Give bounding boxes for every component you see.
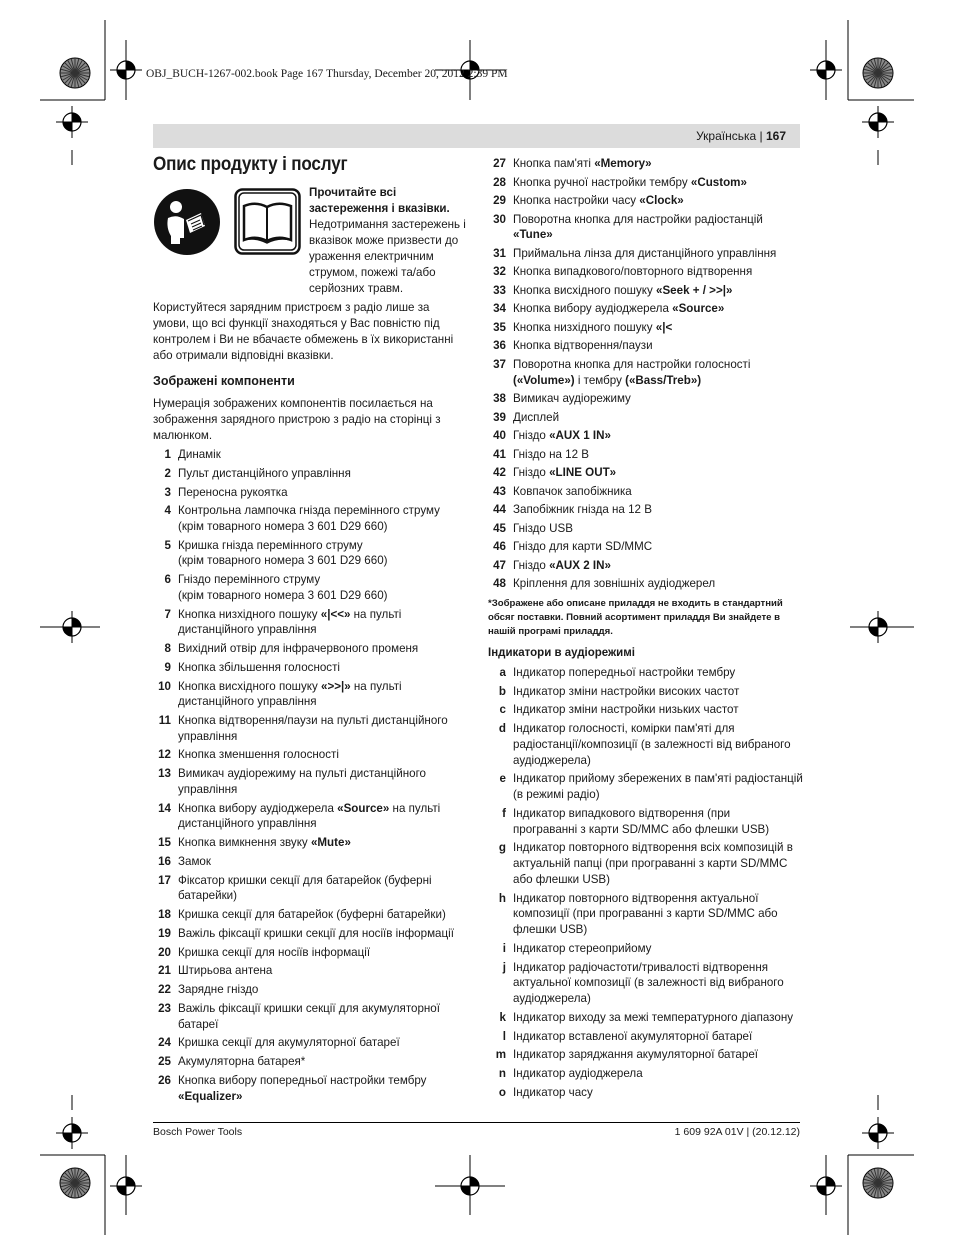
footer-doc-number: 1 609 92A 01V | (20.12.12) [674, 1126, 800, 1138]
item-text: Запобіжник гнізда на 12 В [513, 503, 652, 517]
item-number: 42 [493, 466, 506, 480]
item-number: 32 [493, 265, 506, 279]
print-header: OBJ_BUCH-1267-002.book Page 167 Thursday, December 20, 2012 2:39 PM [146, 68, 508, 80]
item-text: Кнопка збільшення голосності [178, 660, 340, 674]
item-text: Кнопка вимкнення звуку «Mute» [178, 836, 351, 850]
item-text: Важіль фіксації кришки секції для носіїв інформації [178, 926, 454, 940]
item-number: 41 [493, 447, 506, 461]
item-number: 6 [164, 573, 171, 587]
item-text: Гніздо USB [513, 521, 573, 535]
language-page-label: Українська | 167 [696, 129, 786, 143]
item-text: Поворотна кнопка для настройки радіостанцій «Tune» [513, 212, 763, 242]
item-number: 23 [158, 1001, 171, 1015]
item-number: 17 [158, 873, 171, 887]
language-label: Українська [696, 129, 757, 143]
item-number: 26 [158, 1073, 171, 1087]
item-number: 5 [164, 538, 171, 552]
item-text: Кнопка вибору аудіоджерела «Source» [513, 302, 725, 316]
item-text: Кріплення для зовнішніх аудіоджерел [513, 577, 716, 591]
item-text: Гніздо перемінного струму (крім товарного номера 3 601 D29 660) [178, 573, 388, 602]
item-number: 11 [158, 714, 171, 727]
item-text: Гніздо для карти SD/MMC [513, 540, 653, 554]
item-text: Індикатор повторного відтворення всіх композицій в актуальній папці (при програванні з карти SD/MMC або флешки USB) [513, 841, 793, 886]
item-number: 30 [493, 212, 506, 226]
item-number: d [498, 722, 506, 736]
item-number: 34 [493, 302, 506, 316]
item-text: Кнопка пам'яті «Memory» [513, 157, 652, 170]
item-text: Індикатор зміни настройки високих частот [513, 684, 740, 698]
item-text: Вимикач аудіорежиму на пульті дистанційного управління [178, 767, 427, 796]
item-text: Кнопка висхідного пошуку «Seek + / >>|» [513, 283, 733, 297]
item-text: Кришка секції для носіїв інформації [178, 945, 371, 959]
item-text: Переносна рукоятка [178, 485, 288, 499]
item-number: 44 [493, 503, 506, 517]
item-text: Кнопка низхідного пошуку «|<<» на пульті дистанційного управління [178, 607, 402, 637]
item-text: Замок [178, 854, 211, 868]
item-text: Кнопка ручної настройки тембру «Custom» [513, 175, 747, 189]
item-text: Дисплей [513, 410, 560, 424]
page-title: Опис продукту і послуг [153, 154, 348, 175]
item-number: 8 [164, 642, 171, 656]
item-number: l [502, 1029, 506, 1043]
item-text: Індикатор радіочастоти/тривалості відтворення актуальної композиції (в залежності від вибраного аудіоджерела) [513, 960, 784, 1006]
item-number: 16 [158, 854, 171, 868]
item-number: 47 [493, 558, 506, 572]
accessory-note: *Зображене або описане приладдя не входить в стандартний обсяг поставки. Повний асортимент приладдя Ви знайдете в нашій програмі приладдя. [488, 598, 783, 637]
item-number: 46 [493, 540, 506, 554]
item-text: Кнопка відтворення/паузи на пульті дистанційного управління [178, 714, 448, 743]
item-number: 43 [493, 484, 506, 498]
item-text: Вимикач аудіорежиму [513, 392, 631, 406]
item-text: Гніздо «AUX 2 IN» [513, 558, 611, 572]
item-text: Індикатор попередньої настройки тембру [513, 666, 736, 679]
page-number: 167 [765, 129, 786, 143]
item-text: Кнопка відтворення/паузи [513, 339, 653, 353]
item-text: Динамік [178, 448, 221, 461]
item-number: f [502, 806, 506, 820]
item-number: n [498, 1067, 506, 1081]
item-number: j [502, 960, 506, 974]
item-number: 48 [493, 577, 506, 591]
item-number: c [499, 703, 506, 717]
item-number: 3 [164, 485, 171, 499]
item-number: 20 [158, 945, 171, 959]
item-text: Індикатор аудіоджерела [513, 1067, 643, 1081]
item-text: Пульт дистанційного управління [178, 466, 351, 480]
item-text: Гніздо на 12 В [513, 447, 590, 461]
item-number: 22 [158, 983, 171, 997]
indicators-heading: Індикатори в аудіорежимі [488, 647, 635, 659]
item-text: Індикатор вставленої акумуляторної батареї [513, 1029, 753, 1043]
item-number: 1 [164, 448, 171, 461]
item-text: Індикатор стереоприйому [513, 942, 652, 955]
item-number: 10 [158, 679, 171, 693]
warning-text [309, 185, 469, 297]
item-text: Кнопка вибору попередньої настройки тембру «Equalizer» [178, 1073, 427, 1103]
item-text: Гніздо «LINE OUT» [513, 466, 617, 480]
open-book-icon [234, 188, 301, 255]
item-number: 19 [158, 926, 171, 940]
item-number: 2 [164, 466, 171, 480]
warning-bold: Прочитайте всі застереження і вказівки. [309, 186, 450, 215]
item-number: 25 [158, 1055, 171, 1068]
item-number: 4 [164, 504, 171, 518]
warning-body: Недотримання застережень і вказівок може призвести до ураження електричним струмом, пожежі та/або серйозних травм. [309, 218, 466, 295]
item-number: 38 [493, 392, 506, 406]
item-text: Кнопка настройки часу «Clock» [513, 194, 684, 207]
item-number: 27 [493, 157, 506, 170]
item-number: 29 [493, 194, 506, 207]
language-bar [153, 124, 800, 148]
item-number: m [495, 1048, 506, 1062]
item-number: 21 [158, 964, 171, 978]
item-number: 39 [493, 410, 506, 424]
item-number: 45 [493, 521, 506, 535]
item-number: e [499, 772, 506, 786]
item-number: 18 [158, 908, 171, 922]
item-number: 12 [158, 748, 171, 762]
item-number: g [498, 841, 506, 855]
item-text: Приймальна лінза для дистанційного управління [513, 246, 777, 260]
footer-divider [153, 1122, 800, 1123]
item-text: Кнопка висхідного пошуку «>>|» на пульті дистанційного управління [178, 679, 402, 709]
item-text: Кнопка вибору аудіоджерела «Source» на пульті дистанційного управління [178, 801, 441, 831]
item-text: Індикатор часу [513, 1085, 593, 1099]
item-text: Поворотна кнопка для настройки голосності («Volume») і тембру («Bass/Treb») [513, 357, 751, 387]
item-text: Індикатор прийому збережених в пам'яті радіостанцій (в режимі радіо) [513, 772, 803, 802]
item-text: Важіль фіксації кришки секції для акумуляторної батареї [178, 1001, 440, 1031]
item-number: 9 [164, 660, 171, 674]
item-text: Акумуляторна батарея* [178, 1055, 306, 1068]
item-text: Кнопка зменшення голосності [178, 748, 339, 762]
intro-paragraph: Користуйтеся зарядним пристроєм з радіо лише за умови, що всі функції знаходяться у Вас повністю під контролем і Ви не вбачаєте обмежень в їх використанні або отримали відповідні вказівки. [153, 301, 454, 362]
item-text: Штирьова антена [178, 964, 273, 978]
item-text: Індикатор зміни настройки низьких частот [513, 703, 739, 717]
item-number: 31 [493, 246, 506, 260]
components-intro: Нумерація зображених компонентів посилається на зображення зарядного пристрою з радіо на сторінці з малюнком. [153, 397, 441, 442]
item-number: 36 [493, 339, 506, 353]
item-number: b [498, 684, 506, 698]
item-text: Індикатор голосності, комірки пам'яті для радіостанції/композиції (в залежності від вибраного аудіоджерела) [513, 722, 791, 767]
item-text: Кришка секції для акумуляторної батареї [178, 1036, 400, 1050]
item-number: o [498, 1085, 506, 1099]
read-manual-person-icon [153, 188, 221, 256]
item-number: 15 [158, 836, 171, 850]
item-number: 14 [158, 801, 171, 815]
item-number: a [499, 666, 506, 679]
item-text: Індикатор заряджання акумуляторної батареї [513, 1048, 758, 1062]
item-number: 40 [493, 429, 506, 443]
item-text: Вихідний отвір для інфрачервоного променя [178, 642, 419, 656]
item-number: 13 [158, 767, 171, 781]
components-heading: Зображені компоненти [153, 374, 295, 388]
item-text: Індикатор випадкового відтворення (при програванні з карти SD/MMC або флешки USB) [513, 806, 770, 836]
item-number: h [498, 891, 506, 905]
item-text: Зарядне гніздо [178, 983, 259, 997]
item-text: Кришка гнізда перемінного струму (крім товарного номера 3 601 D29 660) [178, 538, 388, 568]
item-number: 37 [493, 357, 506, 371]
footer-brand: Bosch Power Tools [153, 1126, 243, 1138]
item-text: Фіксатор кришки секції для батарейок (буферні батарейки) [178, 873, 432, 903]
item-number: 7 [164, 607, 171, 621]
item-text: Контрольна лампочка гнізда перемінного струму (крім товарного номера 3 601 D29 660) [178, 504, 440, 534]
item-text: Кришка секції для батарейок (буферні батарейки) [178, 908, 446, 922]
item-number: i [502, 942, 506, 955]
item-text: Індикатор виходу за межі температурного діапазону [513, 1011, 794, 1024]
item-text: Кнопка низхідного пошуку «|< [513, 320, 673, 334]
item-number: 33 [493, 283, 506, 297]
item-number: 28 [493, 175, 506, 189]
item-text: Гніздо «AUX 1 IN» [513, 429, 611, 443]
item-text: Ковпачок запобіжника [513, 484, 632, 498]
item-number: 35 [493, 320, 506, 334]
item-number: k [499, 1011, 506, 1024]
item-text: Індикатор повторного відтворення актуальної композиції (при програванні з карти SD/MMC або флешки USB) [513, 891, 778, 937]
item-text: Кнопка випадкового/повторного відтворення [513, 265, 753, 279]
item-number: 24 [158, 1036, 171, 1050]
